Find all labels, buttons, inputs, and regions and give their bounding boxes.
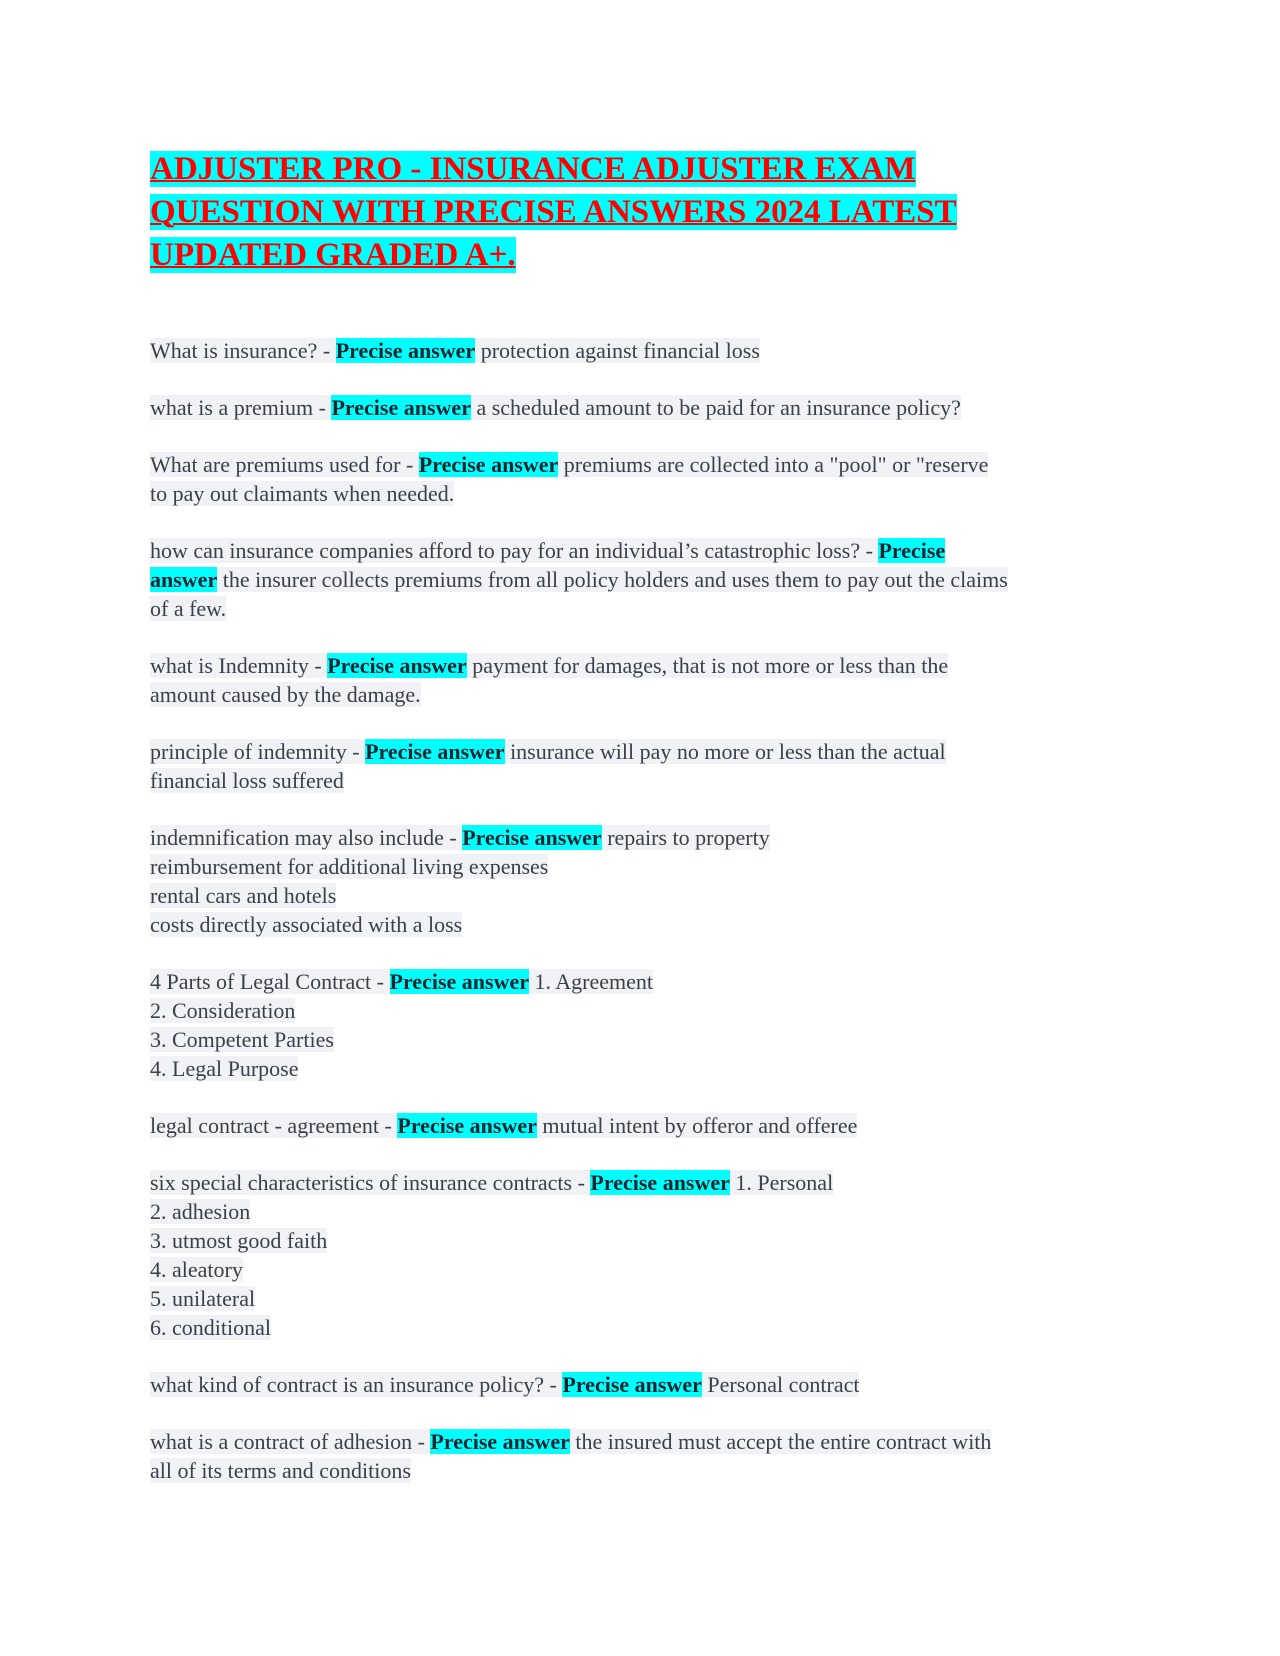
- answer-line: 3. Competent Parties: [150, 1027, 334, 1052]
- question-text: What are premiums used for -: [150, 452, 419, 477]
- answer-text: the insurer collects premiums from all policy holders and uses them to pay out the claims: [217, 567, 1008, 592]
- qa-item: [150, 967, 1140, 1083]
- qa-item: [150, 1427, 1140, 1485]
- answer-label: Precise answer: [590, 1170, 730, 1195]
- answer-label: Precise answer: [335, 338, 476, 363]
- question-text: What is insurance? -: [150, 338, 336, 363]
- answer-text: repairs to property: [601, 825, 770, 850]
- answer-text: 1. Agreement: [529, 969, 654, 994]
- qa-item: [150, 450, 1140, 508]
- qa-item: [150, 651, 1140, 709]
- qa-item: [150, 1111, 1140, 1140]
- answer-label: Precise answer: [430, 1429, 570, 1454]
- answer-text: premiums are collected into a "pool" or "reserve: [558, 452, 989, 477]
- question-text: what is a premium -: [150, 395, 332, 420]
- answer-label: Precise answer: [397, 1113, 537, 1138]
- answer-label: Precise answer: [562, 1372, 702, 1397]
- answer-text: Personal contract: [701, 1372, 860, 1397]
- answer-text: 1. Personal: [729, 1170, 834, 1195]
- answer-label-part-1: Precise: [878, 538, 946, 563]
- answer-label: Precise answer: [418, 452, 559, 477]
- answer-text: a scheduled amount to be paid for an insurance policy?: [470, 395, 961, 420]
- question-text: six special characteristics of insurance contracts -: [150, 1170, 591, 1195]
- question-text: principle of indemnity -: [150, 739, 366, 764]
- answer-text: insurance will pay no more or less than the actual: [504, 739, 946, 764]
- answer-line: 2. adhesion: [150, 1199, 251, 1224]
- answer-line: rental cars and hotels: [150, 883, 337, 908]
- answer-line: costs directly associated with a loss: [150, 912, 463, 937]
- qa-item: [150, 737, 1140, 795]
- question-text: what kind of contract is an insurance policy? -: [150, 1372, 563, 1397]
- answer-line: reimbursement for additional living expenses: [150, 854, 549, 879]
- answer-text: payment for damages, that is not more or less than the: [466, 653, 949, 678]
- answer-line: 6. conditional: [150, 1315, 271, 1340]
- question-text: 4 Parts of Legal Contract -: [150, 969, 390, 994]
- answer-text: the insured must accept the entire contract with: [569, 1429, 992, 1454]
- answer-line: 4. aleatory: [150, 1257, 243, 1282]
- answer-line: to pay out claimants when needed.: [150, 481, 455, 506]
- answer-line: amount caused by the damage.: [150, 682, 421, 707]
- document-page: [150, 148, 1140, 1513]
- answer-line: 2. Consideration: [150, 998, 296, 1023]
- answer-label: Precise answer: [331, 395, 471, 420]
- answer-line: of a few.: [150, 596, 227, 621]
- title-line-1: ADJUSTER PRO - INSURANCE ADJUSTER EXAM: [150, 151, 916, 187]
- title-line-2: QUESTION WITH PRECISE ANSWERS 2024 LATEST: [150, 194, 957, 230]
- answer-label: Precise answer: [389, 969, 529, 994]
- question-text: legal contract - agreement -: [150, 1113, 398, 1138]
- answer-text: mutual intent by offeror and offeree: [536, 1113, 858, 1138]
- question-text: what is a contract of adhesion -: [150, 1429, 431, 1454]
- qa-list: [150, 336, 1140, 1485]
- answer-line: 4. Legal Purpose: [150, 1056, 299, 1081]
- question-text: what is Indemnity -: [150, 653, 328, 678]
- qa-item: [150, 823, 1140, 939]
- title-line-3: UPDATED GRADED A+.: [150, 237, 516, 273]
- document-title: [150, 148, 1140, 277]
- qa-item: [150, 536, 1140, 623]
- qa-item: [150, 393, 1140, 422]
- answer-line: 5. unilateral: [150, 1286, 256, 1311]
- answer-label: Precise answer: [365, 739, 505, 764]
- answer-line: financial loss suffered: [150, 768, 344, 793]
- answer-label: Precise answer: [462, 825, 602, 850]
- answer-line: all of its terms and conditions: [150, 1458, 411, 1483]
- answer-line: 3. utmost good faith: [150, 1228, 328, 1253]
- question-text: indemnification may also include -: [150, 825, 463, 850]
- question-text: how can insurance companies afford to pay for an individual’s catastrophic loss? -: [150, 538, 879, 563]
- qa-item: [150, 336, 1140, 365]
- answer-text: protection against financial loss: [475, 338, 760, 363]
- answer-label: Precise answer: [327, 653, 467, 678]
- answer-label-part-2: answer: [150, 567, 218, 592]
- qa-item: [150, 1370, 1140, 1399]
- qa-item: [150, 1168, 1140, 1342]
